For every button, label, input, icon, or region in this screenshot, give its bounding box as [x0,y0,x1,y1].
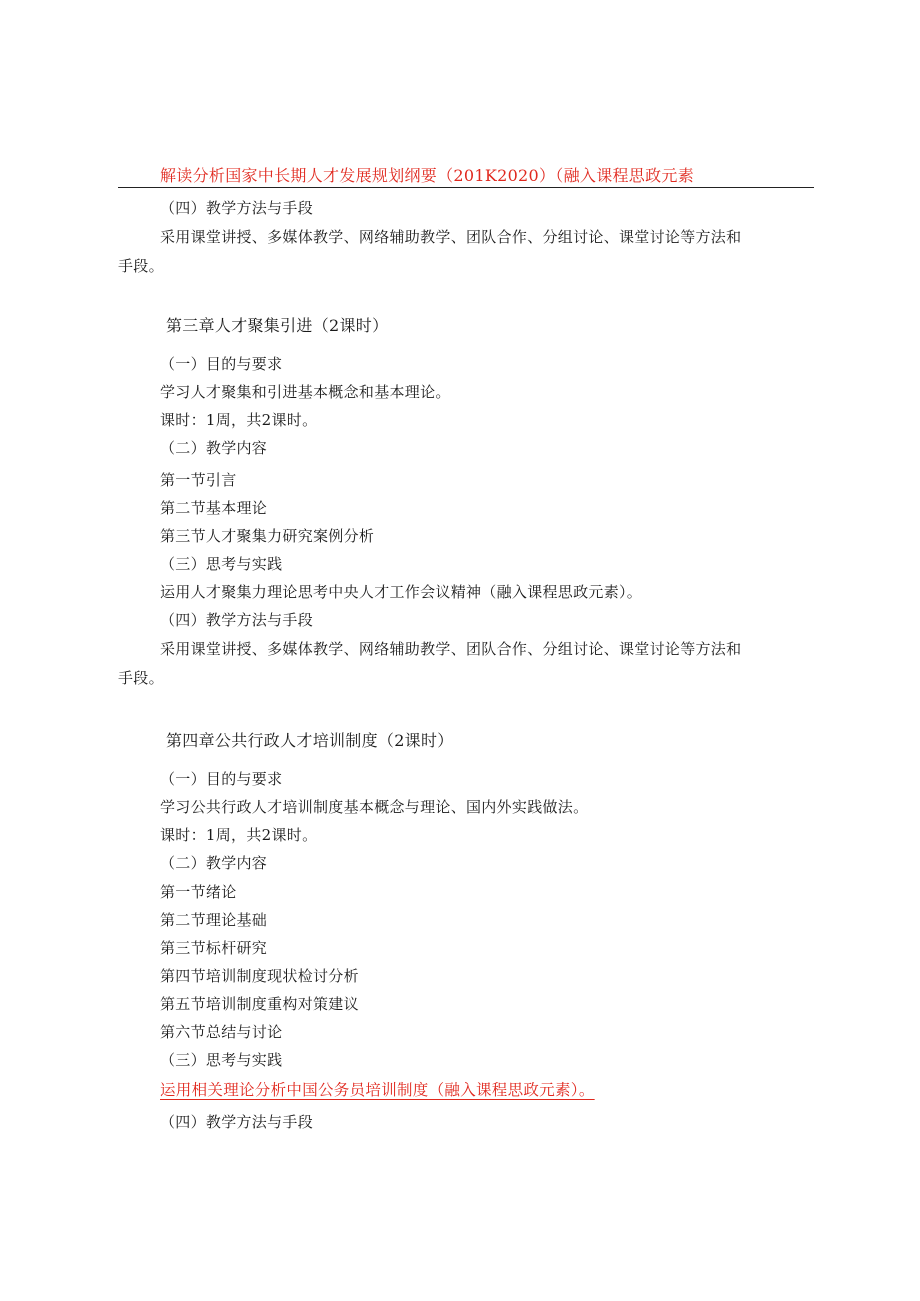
header-red-line: 解读分析国家中长期人才发展规划纲要（201K2020）（融入课程思政元素 [160,166,695,185]
ch3-practice-heading: （三）思考与实践 [160,555,283,573]
ch4-section-6: 第六节总结与讨论 [160,1023,283,1041]
ch3-method-text-line2: 手段。 [118,669,164,687]
ch3-method-heading: （四）教学方法与手段 [160,611,314,629]
ch4-section-4: 第四节培训制度现状检讨分析 [160,967,359,985]
ch4-content-heading: （二）教学内容 [160,854,268,872]
ch4-section-2: 第二节理论基础 [160,911,268,929]
ch4-goal-heading: （一）目的与要求 [160,770,283,788]
ch4-goal-text: 学习公共行政人才培训制度基本概念与理论、国内外实践做法。 [160,798,589,816]
ch4-method-heading: （四）教学方法与手段 [160,1113,314,1131]
ch3-section-3: 第三节人才聚集力研究案例分析 [160,527,375,545]
ch3-practice-text: 运用人才聚集力理论思考中央人才工作会议精神（融入课程思政元素）。 [160,583,643,601]
ch4-section-3: 第三节标杆研究 [160,939,268,957]
ch2-method-text-line1: 采用课堂讲授、多媒体教学、网络辅助教学、团队合作、分组讨论、课堂讨论等方法和 [160,228,742,246]
ch2-method-heading: （四）教学方法与手段 [160,199,314,217]
ch3-title: 第三章人才聚集引进（2课时） [166,316,389,335]
ch3-goal-heading: （一）目的与要求 [160,355,283,373]
ch4-title: 第四章公共行政人才培训制度（2课时） [166,731,454,750]
ch4-practice-heading: （三）思考与实践 [160,1051,283,1069]
ch3-content-heading: （二）教学内容 [160,439,268,457]
ch4-section-5: 第五节培训制度重构对策建议 [160,995,359,1013]
ch2-method-text-line2: 手段。 [118,257,164,275]
ch4-section-1: 第一节绪论 [160,883,237,901]
header-rule [118,187,814,188]
ch3-section-2: 第二节基本理论 [160,499,268,517]
ch4-hours-text: 课时：1周，共2课时。 [160,826,318,844]
ch3-method-text-line1: 采用课堂讲授、多媒体教学、网络辅助教学、团队合作、分组讨论、课堂讨论等方法和 [160,640,742,658]
ch3-hours-text: 课时：1周，共2课时。 [160,411,318,429]
ch4-practice-text-red: 运用相关理论分析中国公务员培训制度（融入课程思政元素）。 [160,1081,595,1099]
ch3-section-1: 第一节引言 [160,471,237,489]
ch3-goal-text: 学习人才聚集和引进基本概念和基本理论。 [160,383,451,401]
